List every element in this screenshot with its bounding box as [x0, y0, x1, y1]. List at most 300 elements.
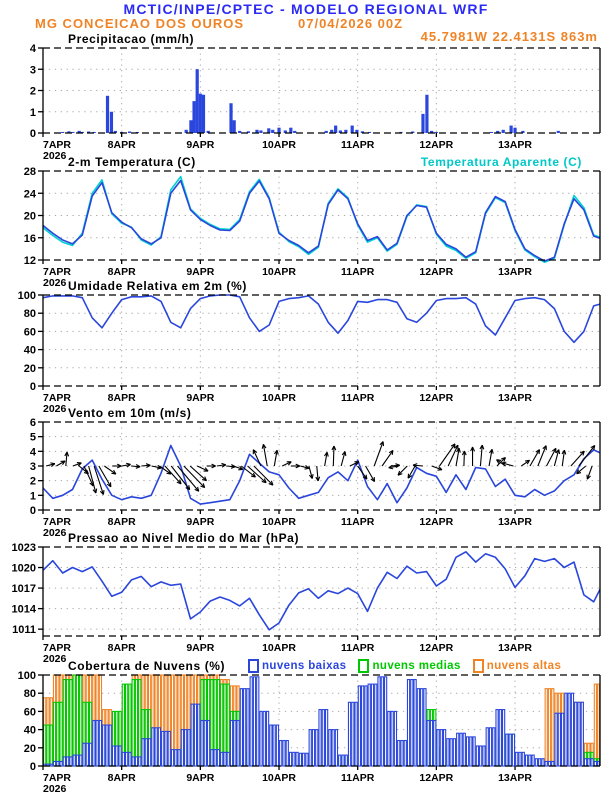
panel-title-temperature: 2-m Temperatura (C)	[68, 155, 196, 169]
cloud-bar-nuvens-baixas	[548, 761, 550, 766]
legend-label-mid-clouds: nuvens medias	[372, 660, 461, 672]
precip-bar	[196, 69, 199, 133]
cloud-bar-nuvens-baixas	[247, 689, 249, 766]
tick-label: 28	[23, 166, 36, 178]
cloud-bar-nuvens-medias	[63, 680, 65, 766]
cloud-bar-nuvens-baixas	[394, 711, 396, 766]
cloud-bar-nuvens-baixas	[470, 737, 472, 766]
cloud-bar-nuvens-baixas	[568, 693, 570, 766]
cloud-bar-nuvens-baixas	[73, 755, 75, 766]
wind-vector	[538, 446, 546, 466]
cloud-bar-nuvens-baixas	[57, 761, 59, 766]
precip-bar	[199, 94, 202, 133]
tick-label: 12APR	[419, 516, 454, 528]
cloud-bar-nuvens-baixas	[404, 741, 406, 766]
cloud-bar-nuvens-baixas	[565, 693, 567, 766]
series-line	[43, 295, 600, 342]
cloud-bar-nuvens-baixas	[450, 739, 452, 766]
precip-bar	[425, 95, 428, 133]
cloud-bar-nuvens-baixas	[493, 728, 495, 766]
tick-label: 2026	[43, 150, 67, 162]
tick-label: 8APR	[107, 642, 136, 654]
cloud-bar-nuvens-baixas	[352, 702, 354, 766]
cloud-bar-nuvens-baixas	[198, 704, 200, 766]
cloud-bar-nuvens-baixas	[414, 680, 416, 766]
cloud-bar-nuvens-baixas	[575, 702, 577, 766]
cloud-bar-nuvens-baixas	[558, 713, 560, 766]
cloud-bar-nuvens-baixas	[319, 710, 321, 766]
wind-vector-head	[327, 452, 328, 456]
tick-label: 16	[23, 232, 36, 245]
cloud-bar-nuvens-baixas	[578, 702, 580, 766]
tick-label: 7APR	[43, 392, 72, 404]
wind-vector	[333, 446, 334, 466]
cloud-bar-nuvens-baixas	[50, 764, 52, 766]
wind-vector-head	[564, 450, 565, 454]
cloud-bar-nuvens-baixas	[407, 680, 409, 766]
precip-bar	[128, 132, 131, 133]
tick-label: 10APR	[262, 139, 296, 151]
cloud-bar-nuvens-medias	[60, 702, 62, 766]
cloud-bar-nuvens-baixas	[201, 721, 203, 767]
tick-label: 10APR	[262, 642, 296, 654]
cloud-bar-nuvens-baixas	[322, 710, 324, 766]
cloud-bar-nuvens-baixas	[463, 733, 465, 766]
cloud-bar-nuvens-baixas	[237, 721, 239, 767]
cloud-bar-nuvens-baixas	[103, 725, 105, 766]
cloud-bar-nuvens-baixas	[362, 686, 364, 766]
precip-bar	[435, 132, 438, 133]
tick-label: 13APR	[498, 139, 532, 151]
cloud-bar-nuvens-baixas	[437, 730, 439, 766]
panel-title-humidity: Umidade Relativa em 2m (%)	[68, 279, 247, 293]
cloud-bar-nuvens-baixas	[53, 761, 55, 766]
precip-bar	[502, 130, 505, 133]
cloud-bar-nuvens-baixas	[135, 757, 137, 766]
wind-vector-head	[492, 449, 493, 453]
precip-bar	[110, 112, 113, 133]
cloud-bar-nuvens-baixas	[185, 730, 187, 766]
cloud-bar-nuvens-baixas	[401, 741, 403, 766]
tick-label: 10APR	[262, 266, 296, 278]
tick-label: 7APR	[43, 139, 72, 151]
precip-bar	[233, 120, 236, 133]
wind-vector-head	[559, 450, 560, 454]
wind-vector	[358, 466, 367, 479]
cloud-bar-nuvens-baixas	[480, 746, 482, 766]
tick-label: 7APR	[43, 266, 72, 278]
panel-title-precipitation: Precipitacao (mm/h)	[68, 32, 195, 46]
cloud-bar-nuvens-baixas	[512, 734, 514, 766]
cloud-bar-nuvens-baixas	[434, 721, 436, 767]
cloud-bar-nuvens-baixas	[224, 752, 226, 766]
cloud-bar-nuvens-baixas	[280, 741, 282, 766]
cloud-bar-nuvens-baixas	[188, 730, 190, 766]
cloud-bar-nuvens-baixas	[509, 734, 511, 766]
wind-vector-head	[166, 473, 170, 474]
cloud-bar-nuvens-baixas	[345, 755, 347, 766]
cloud-bar-nuvens-baixas	[267, 711, 269, 766]
cloud-bar-nuvens-baixas	[234, 721, 236, 767]
wind-vector-head	[157, 468, 161, 469]
model-title: MCTIC/INPE/CPTEC - MODELO REGIONAL WRF	[123, 1, 489, 17]
tick-label: 40	[23, 344, 36, 357]
cloud-bar-nuvens-altas	[594, 684, 596, 766]
precip-bar	[106, 96, 109, 133]
cloud-bar-nuvens-baixas	[486, 728, 488, 766]
wind-vector	[398, 466, 407, 475]
tick-label: 100	[17, 670, 36, 682]
wind-vector-head	[392, 450, 393, 454]
tick-label: 5	[29, 431, 36, 444]
cloud-bar-nuvens-baixas	[368, 684, 370, 766]
tick-label: 9APR	[186, 642, 215, 654]
precip-bar	[510, 126, 513, 133]
cloud-bar-nuvens-baixas	[335, 730, 337, 766]
cloud-bar-nuvens-baixas	[316, 730, 318, 766]
cloud-bar-nuvens-baixas	[339, 755, 341, 766]
cloud-bar-nuvens-baixas	[194, 704, 196, 766]
cloud-bar-nuvens-baixas	[542, 759, 544, 766]
tick-label: 0	[29, 761, 36, 773]
cloud-bar-nuvens-baixas	[99, 721, 101, 767]
tick-label: 1020	[11, 562, 36, 575]
cloud-bar-nuvens-baixas	[329, 730, 331, 766]
wind-vector	[382, 450, 393, 466]
wind-vector-head	[497, 460, 501, 461]
tick-label: 1	[29, 490, 36, 503]
cloud-bar-nuvens-baixas	[424, 689, 426, 766]
cloud-bar-nuvens-baixas	[263, 711, 265, 766]
cloud-bar-nuvens-baixas	[162, 731, 164, 766]
cloud-bar-nuvens-baixas	[244, 689, 246, 766]
cloud-bar-nuvens-baixas	[257, 677, 259, 766]
cloud-bar-nuvens-baixas	[93, 721, 95, 767]
tick-label: 40	[23, 724, 36, 737]
cloud-bar-nuvens-baixas	[299, 753, 301, 766]
cloud-bar-nuvens-medias	[80, 675, 82, 766]
cloud-bar-nuvens-baixas	[119, 746, 121, 766]
tick-label: 8APR	[107, 392, 136, 404]
cloud-bar-nuvens-baixas	[457, 733, 459, 766]
precip-bars	[61, 69, 560, 133]
precip-bar	[293, 131, 296, 133]
wind-vector	[190, 466, 206, 481]
cloud-bar-nuvens-baixas	[539, 759, 541, 766]
tick-label: 12APR	[419, 392, 454, 404]
tick-label: 0	[29, 381, 36, 393]
run-datetime: 07/04/2026 00Z	[298, 16, 404, 31]
legend-label-low-clouds: nuvens baixas	[262, 660, 347, 672]
cloud-bar-nuvens-baixas	[555, 713, 557, 766]
panel-title-cloud-cover: Cobertura de Nuvens (%)	[68, 659, 226, 673]
cloud-bar-nuvens-baixas	[129, 752, 131, 766]
wind-vector-head	[305, 468, 309, 469]
tick-label: 3	[29, 461, 36, 473]
cloud-bar-nuvens-baixas	[476, 746, 478, 766]
cloud-bar-nuvens-baixas	[158, 728, 160, 766]
precip-bar	[259, 130, 262, 133]
precip-bar	[238, 131, 241, 133]
cloud-bar-nuvens-baixas	[86, 743, 88, 766]
cloud-bar-nuvens-baixas	[89, 743, 91, 766]
cloud-bar-nuvens-medias	[139, 680, 141, 766]
wind-vector	[571, 451, 584, 466]
panel-rh	[18, 290, 600, 415]
cloud-bar-nuvens-baixas	[342, 755, 344, 766]
cloud-bar-nuvens-baixas	[152, 728, 154, 766]
cloud-bar-nuvens-altas	[548, 689, 550, 766]
cloud-bar-nuvens-baixas	[96, 721, 98, 767]
cloud-bar-nuvens-baixas	[270, 725, 272, 766]
wind-vectors	[46, 442, 595, 495]
cloud-bar-nuvens-baixas	[588, 759, 590, 766]
cloud-bar-nuvens-baixas	[525, 755, 527, 766]
cloud-bar-nuvens-altas	[552, 689, 554, 766]
cloud-bar-nuvens-baixas	[306, 753, 308, 766]
cloud-bar-nuvens-baixas	[385, 677, 387, 766]
tick-label: 12APR	[419, 266, 454, 278]
tick-label: 9APR	[186, 139, 215, 151]
cloud-bar-nuvens-baixas	[283, 741, 285, 766]
cloud-bar-nuvens-baixas	[581, 702, 583, 766]
cloud-bar-nuvens-baixas	[309, 730, 311, 766]
precip-bar	[421, 114, 424, 133]
tick-label: 1014	[11, 603, 36, 616]
cloud-bar-nuvens-baixas	[126, 752, 128, 766]
tick-label: 20	[23, 362, 36, 375]
cloud-bar-nuvens-medias	[47, 725, 49, 766]
cloud-bar-nuvens-baixas	[145, 739, 147, 766]
cloud-bar-nuvens-baixas	[139, 757, 141, 766]
cloud-bar-nuvens-baixas	[594, 761, 596, 766]
station-name: MG CONCEICAO DOS OUROS	[35, 16, 245, 31]
cloud-bars	[44, 675, 600, 766]
cloud-bar-nuvens-baixas	[109, 725, 111, 766]
tick-label: 0	[29, 505, 36, 517]
cloud-bar-nuvens-baixas	[289, 752, 291, 766]
cloud-bar-nuvens-baixas	[286, 741, 288, 766]
tick-label: 60	[23, 326, 36, 339]
tick-label: 13APR	[498, 392, 532, 404]
cloud-bar-nuvens-baixas	[496, 710, 498, 766]
cloud-bar-nuvens-baixas	[503, 710, 505, 766]
cloud-bar-nuvens-baixas	[516, 752, 518, 766]
tick-label: 4	[29, 446, 36, 459]
tick-label: 1023	[11, 542, 36, 554]
cloud-bar-nuvens-baixas	[430, 721, 432, 767]
wind-vector-head	[277, 450, 278, 454]
cloud-bar-nuvens-altas	[545, 689, 547, 766]
tick-label: 8APR	[107, 772, 136, 784]
cloud-bar-nuvens-baixas	[584, 759, 586, 766]
cloud-bar-nuvens-baixas	[116, 746, 118, 766]
tick-label: 11APR	[341, 139, 375, 151]
cloud-bar-nuvens-baixas	[214, 750, 216, 766]
panel-title-pressure: Pressao ao Nivel Medio do Mar (hPa)	[68, 531, 300, 545]
wind-vector	[440, 444, 455, 466]
cloud-bar-nuvens-baixas	[499, 710, 501, 766]
wind-vector-head	[459, 448, 460, 452]
cloud-bar-nuvens-medias	[53, 702, 55, 766]
tick-label: 11APR	[341, 392, 375, 404]
cloud-bar-nuvens-medias	[73, 675, 75, 766]
tick-label: 13APR	[498, 266, 532, 278]
wind-vector-head	[345, 452, 346, 456]
tick-label: 7APR	[43, 772, 72, 784]
cloud-bar-nuvens-baixas	[296, 752, 298, 766]
tick-label: 11APR	[341, 266, 375, 278]
cloud-bar-nuvens-baixas	[371, 684, 373, 766]
cloud-bar-nuvens-baixas	[483, 746, 485, 766]
cloud-bar-nuvens-baixas	[83, 743, 85, 766]
cloud-bar-nuvens-baixas	[227, 752, 229, 766]
tick-label: 13APR	[498, 642, 532, 654]
tick-label: 8APR	[107, 266, 136, 278]
precip-bar	[289, 128, 292, 133]
tick-label: 12	[23, 255, 36, 267]
tick-label: 11APR	[341, 642, 375, 654]
tick-label: 11APR	[341, 772, 375, 784]
tick-label: 10APR	[262, 772, 296, 784]
cloud-bar-nuvens-medias	[50, 725, 52, 766]
tick-label: 1	[29, 106, 36, 119]
wind-vector	[579, 446, 595, 466]
station-coordinates: 45.7981W 22.4131S 863m	[420, 29, 598, 44]
cloud-bar-nuvens-baixas	[217, 750, 219, 766]
cloud-bar-nuvens-baixas	[417, 689, 419, 766]
series-line	[43, 181, 600, 262]
cloud-bar-nuvens-baixas	[598, 761, 600, 766]
cloud-bar-nuvens-baixas	[388, 711, 390, 766]
cloud-bar-nuvens-baixas	[358, 686, 360, 766]
tick-label: 12APR	[419, 139, 454, 151]
cloud-bar-nuvens-medias	[70, 680, 72, 766]
cloud-bar-nuvens-baixas	[60, 761, 62, 766]
cloud-bar-nuvens-baixas	[168, 731, 170, 766]
cloud-bar-nuvens-baixas	[175, 750, 177, 766]
cloud-bar-nuvens-baixas	[204, 721, 206, 767]
tick-label: 2	[29, 475, 36, 488]
panel-temp	[24, 166, 600, 289]
precip-bar	[557, 131, 560, 133]
tick-label: 12APR	[419, 642, 454, 654]
cloud-bar-nuvens-baixas	[506, 734, 508, 766]
panel-wind	[30, 417, 600, 539]
cloud-bar-nuvens-baixas	[312, 730, 314, 766]
tick-label: 24	[23, 188, 36, 201]
panel-cloud	[18, 670, 600, 792]
legend-label-high-clouds: nuvens altas	[486, 660, 562, 672]
precip-bar	[325, 131, 328, 133]
cloud-bar-nuvens-baixas	[460, 733, 462, 766]
precip-bar	[267, 128, 270, 133]
tick-label: 2026	[43, 277, 67, 289]
cloud-bar-nuvens-baixas	[70, 757, 72, 766]
cloud-bar-nuvens-baixas	[171, 750, 173, 766]
cloud-bar-nuvens-baixas	[375, 684, 377, 766]
cloud-bar-nuvens-baixas	[148, 739, 150, 766]
tick-label: 2026	[43, 527, 67, 539]
panel-slp	[12, 542, 600, 665]
cloud-bar-nuvens-baixas	[76, 755, 78, 766]
cloud-bar-nuvens-baixas	[132, 757, 134, 766]
cloud-bar-nuvens-baixas	[591, 759, 593, 766]
tick-label: 6	[29, 417, 36, 429]
tick-label: 2026	[43, 653, 67, 665]
cloud-bar-nuvens-baixas	[178, 750, 180, 766]
cloud-bar-nuvens-baixas	[489, 728, 491, 766]
cloud-bar-nuvens-baixas	[355, 702, 357, 766]
cloud-bar-nuvens-baixas	[453, 739, 455, 766]
cloud-bar-nuvens-altas	[598, 684, 600, 766]
tick-label: 11APR	[341, 516, 375, 528]
tick-label: 10APR	[262, 516, 296, 528]
cloud-bar-nuvens-baixas	[230, 721, 232, 767]
cloud-bar-nuvens-baixas	[378, 677, 380, 766]
panel-title-wind: Vento em 10m (m/s)	[68, 406, 192, 420]
cloud-bar-nuvens-baixas	[211, 750, 213, 766]
wind-vector	[366, 466, 375, 482]
cloud-bar-nuvens-baixas	[529, 755, 531, 766]
cloud-bar-nuvens-medias	[132, 680, 134, 766]
cloud-bar-nuvens-baixas	[348, 702, 350, 766]
tick-label: 9APR	[186, 266, 215, 278]
cloud-bar-nuvens-baixas	[181, 730, 183, 766]
tick-label: 20	[23, 210, 36, 223]
cloud-bar-nuvens-baixas	[165, 731, 167, 766]
cloud-bar-nuvens-baixas	[411, 680, 413, 766]
cloud-bar-nuvens-baixas	[260, 711, 262, 766]
wind-vector-head	[502, 462, 506, 463]
cloud-bar-nuvens-baixas	[67, 757, 69, 766]
cloud-bar-nuvens-baixas	[552, 761, 554, 766]
wind-vector	[464, 451, 465, 466]
cloud-bar-nuvens-baixas	[447, 739, 449, 766]
cloud-bar-nuvens-baixas	[326, 710, 328, 766]
tick-label: 10APR	[262, 392, 296, 404]
tick-label: 1017	[11, 583, 36, 596]
precip-bar	[271, 130, 274, 133]
cloud-bar-nuvens-baixas	[293, 752, 295, 766]
cloud-bar-nuvens-baixas	[122, 752, 124, 766]
cloud-bar-nuvens-baixas	[221, 752, 223, 766]
cloud-bar-nuvens-baixas	[191, 704, 193, 766]
tick-label: 80	[23, 688, 36, 701]
cloud-bar-nuvens-baixas	[276, 725, 278, 766]
cloud-bar-nuvens-baixas	[532, 755, 534, 766]
cloud-bar-nuvens-baixas	[545, 761, 547, 766]
cloud-bar-nuvens-baixas	[142, 739, 144, 766]
cloud-bar-nuvens-baixas	[273, 725, 275, 766]
cloud-bar-nuvens-baixas	[208, 721, 210, 767]
tick-label: 13APR	[498, 772, 532, 784]
wind-vector-head	[111, 473, 115, 474]
cloud-bar-nuvens-medias	[67, 680, 69, 766]
cloud-bar-nuvens-baixas	[444, 730, 446, 766]
cloud-bar-nuvens-medias	[44, 725, 46, 766]
precip-bar	[229, 103, 232, 133]
tick-label: 7APR	[43, 642, 72, 654]
cloud-bar-nuvens-baixas	[535, 759, 537, 766]
series-line	[43, 177, 600, 263]
tick-label: 13APR	[498, 516, 532, 528]
tick-label: 7APR	[43, 516, 72, 528]
precip-bar	[277, 128, 280, 133]
precip-bar	[202, 95, 205, 133]
tick-label: 8APR	[107, 139, 136, 151]
tick-label: 1011	[12, 624, 36, 637]
